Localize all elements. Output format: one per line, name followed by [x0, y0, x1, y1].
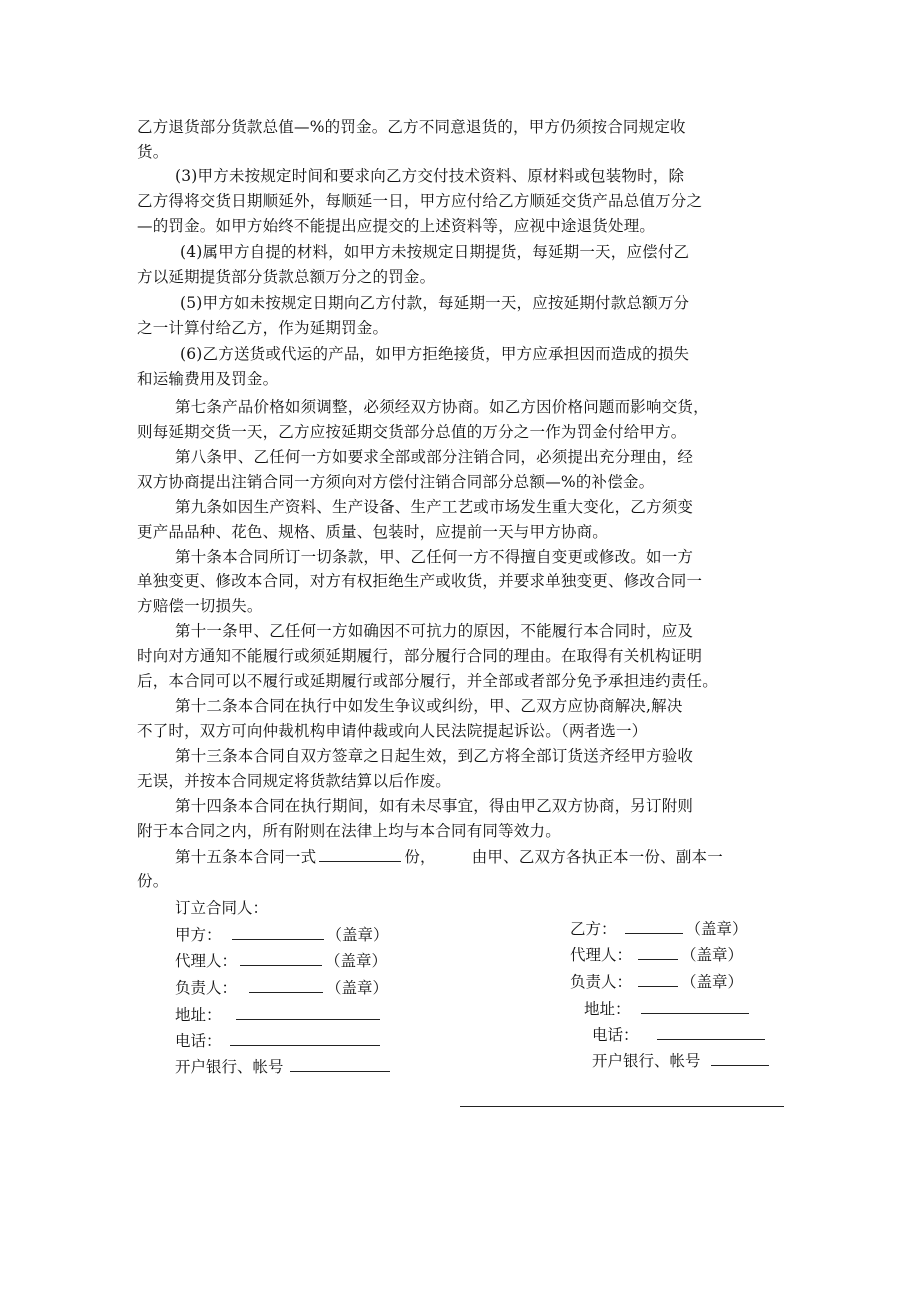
text-line: 则每延期交货一天，乙方应按延期交货部分总值的万分之一作为罚金付给甲方。 — [137, 423, 687, 441]
party-a-address-label: 地址： — [175, 1006, 222, 1024]
text-line: 方以延期提货部分货款总额万分之的罚金。 — [137, 268, 436, 286]
text-line: 货。 — [137, 143, 169, 161]
text-line: 双方协商提出注销合同一方须向对方偿付注销合同部分总额—%的补偿金。 — [137, 473, 655, 491]
party-b-phone-label: 电话： — [592, 1026, 639, 1044]
seal-label: （盖章） — [681, 973, 744, 991]
party-a-head-row — [175, 977, 388, 998]
copies-line — [175, 846, 723, 867]
party-a-phone-label: 电话： — [175, 1032, 222, 1050]
party-b-bank-row — [592, 1050, 772, 1071]
text-line: 第十四条本合同在执行期间，如有未尽事宜，得由甲乙双方协商，另订附则 — [175, 797, 694, 815]
party-a-row — [175, 924, 389, 945]
copies-prefix: 第十五条本合同一式 — [175, 848, 317, 866]
text-line: 后，本合同可以不履行或延期履行或部分履行，并全部或者部分免予承担违约责任。 — [137, 672, 718, 690]
text-line: 方赔偿一切损失。 — [137, 597, 263, 615]
party-a-phone-row — [175, 1030, 383, 1051]
party-a-field[interactable] — [232, 924, 324, 940]
party-b-phone-row — [592, 1024, 768, 1045]
seal-label: （盖章） — [685, 920, 748, 938]
text-line: 第十一条甲、乙任何一方如确因不可抗力的原因，不能履行本合同时，应及 — [175, 622, 694, 640]
text-line: 附于本合同之内，所有附则在法律上均与本合同有同等效力。 — [137, 822, 561, 840]
copies-count-blank[interactable] — [319, 846, 401, 862]
party-a-head-label: 负责人： — [175, 979, 238, 997]
text-line: —的罚金。如甲方始终不能提出应提交的上述资料等，应视中途退货处理。 — [137, 217, 656, 235]
text-line: (6)乙方送货或代运的产品，如甲方拒绝接货，甲方应承担因而造成的损失 — [180, 345, 690, 363]
party-b-address-label: 地址： — [584, 1000, 631, 1018]
party-b-head-field[interactable] — [638, 971, 678, 987]
party-b-phone-field[interactable] — [657, 1024, 765, 1040]
copies-suffix: 由甲、乙双方各执正本一份、副本一 — [471, 848, 723, 866]
text-line: 第八条甲、乙任何一方如要求全部或部分注销合同，必须提出充分理由，经 — [175, 448, 694, 466]
text-line: 份。 — [137, 872, 169, 890]
text-line: 第十三条本合同自双方签章之日起生效，到乙方将全部订货送齐经甲方验收 — [175, 747, 694, 765]
party-a-phone-field[interactable] — [230, 1030, 380, 1046]
party-b-bank-field[interactable] — [711, 1050, 769, 1066]
text-line: 第十二条本合同在执行中如发生争议或纠纷，甲、乙双方应协商解决,解决 — [175, 697, 683, 715]
seal-label: （盖章） — [325, 952, 388, 970]
text-line: (3)甲方未按规定时间和要求向乙方交付技术资料、原材料或包装物时，除 — [175, 167, 685, 185]
party-a-bank-row — [175, 1056, 393, 1077]
seal-label: （盖章） — [326, 979, 389, 997]
party-b-label: 乙方： — [570, 920, 617, 938]
party-a-agent-field[interactable] — [240, 950, 322, 966]
text-line: 乙方退货部分货款总值—%的罚金。乙方不同意退货的，甲方仍须按合同规定收 — [137, 118, 686, 136]
text-line: (5)甲方如未按规定日期向乙方付款，每延期一天，应按延期付款总额万分 — [180, 294, 690, 312]
party-a-address-field[interactable] — [236, 1004, 380, 1020]
party-b-bank-label: 开户银行、帐号 — [592, 1052, 701, 1070]
seal-label: （盖章） — [326, 926, 389, 944]
party-a-bank-label: 开户银行、帐号 — [175, 1058, 284, 1076]
party-a-head-field[interactable] — [249, 977, 323, 993]
party-b-agent-field[interactable] — [638, 944, 678, 960]
text-line: 和运输费用及罚金。 — [137, 370, 279, 388]
party-a-agent-label: 代理人： — [175, 952, 238, 970]
text-line: 第七条产品价格如须调整，必须经双方协商。如乙方因价格问题而影响交货， — [175, 398, 709, 416]
text-line: 无误，并按本合同规定将货款结算以后作废。 — [137, 772, 452, 790]
text-line: 乙方得将交货日期顺延外，每顺延一日，甲方应付给乙方顺延交货产品总值万分之 — [137, 192, 703, 210]
text-line: 单独变更、修改本合同，对方有权拒绝生产或收货，并要求单独变更、修改合同一 — [137, 572, 703, 590]
party-b-head-row — [570, 971, 743, 992]
party-a-agent-row — [175, 950, 387, 971]
text-line: 更产品品种、花色、规格、质量、包装时，应提前一天与甲方协商。 — [137, 523, 609, 541]
signature-heading: 订立合同人： — [175, 899, 269, 917]
party-b-head-label: 负责人： — [570, 973, 633, 991]
party-a-address-row — [175, 1004, 383, 1025]
text-line: 第九条如因生产资料、生产设备、生产工艺或市场发生重大变化，乙方须变 — [175, 498, 694, 516]
text-line: (4)属甲方自提的材料，如甲方未按规定日期提货，每延期一天，应偿付乙 — [180, 243, 690, 261]
party-b-address-field[interactable] — [641, 998, 749, 1014]
bottom-rule — [460, 1106, 784, 1107]
party-b-agent-label: 代理人： — [570, 946, 633, 964]
text-line: 不了时，双方可向仲裁机构申请仲裁或向人民法院提起诉讼。（两者选一） — [137, 722, 648, 740]
seal-label: （盖章） — [681, 946, 744, 964]
party-b-row — [570, 918, 748, 939]
party-b-agent-row — [570, 944, 743, 965]
text-line: 时向对方通知不能履行或须延期履行，部分履行合同的理由。在取得有关机构证明 — [137, 647, 703, 665]
party-a-bank-field[interactable] — [290, 1056, 390, 1072]
text-line: 第十条本合同所订一切条款，甲、乙任何一方不得擅自变更或修改。如一方 — [175, 548, 694, 566]
text-line: 之一计算付给乙方，作为延期罚金。 — [137, 319, 389, 337]
party-a-label: 甲方： — [175, 926, 222, 944]
party-b-address-row — [584, 998, 752, 1019]
party-b-field[interactable] — [625, 918, 683, 934]
copies-unit: 份， — [404, 848, 436, 866]
